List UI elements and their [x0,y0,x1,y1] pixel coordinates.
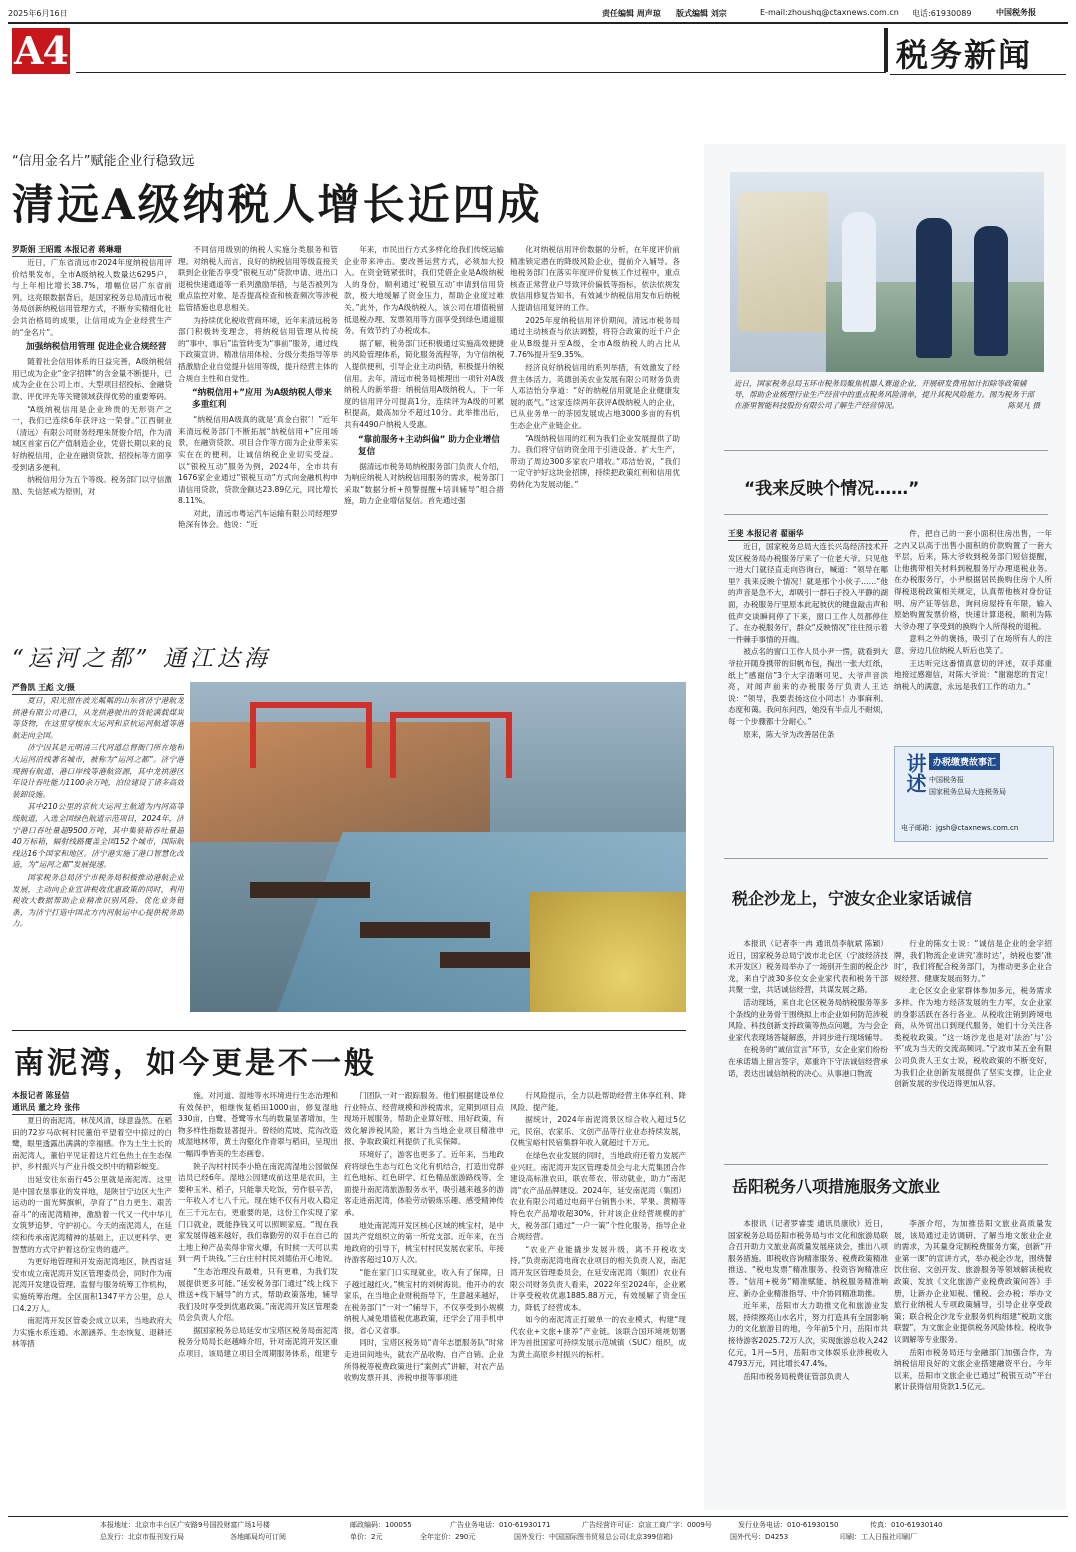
article6-top-rule [724,1164,1048,1165]
article4-paragraph: “农业产业能撬步发展升级，离不开税收支持。”负责南泥湾电商农业项目的相关负责人说，南泥湾开发区管理委员会，在延安南泥湾（集团）农业有限公司财务负责人看来，2022年至2024年，企业累计享受税收优惠1885.88万元，有效缓解了资金压力，降低了经营成本。 [510,1244,686,1312]
header-rule [8,22,1068,24]
article2-byline: 王斐 本报记者 翟丽华 [728,528,888,541]
article1-paragraph: 纳税信用分为五个等级。税务部门以守信激励、失信惩戒为原则，对 [12,475,172,496]
page-number: A4 [14,28,68,73]
article6-paragraph: 本报讯（记者罗睿雯 通讯员康欣）近日，国家税务总局岳阳市税务局与市文化和旅游局联合召开助力文旅业高质量发展座谈会，推出八项服务措施。即税收咨询精准服务、税费政策精准推送、“税电发票”精准服务、投资咨询精准应答、“信用+税务”精准赋能、纳税服务精准响应、新办企业精准指导、中介协同精准助推。 [728,1219,888,1298]
footer-ad-license: 广告经营许可证：京宣工商广字：0009号 [582,1521,712,1529]
footer-printer: 国外发行：中国国际图书贸易总公司(北京399信箱) [514,1533,673,1541]
story-box-email[interactable]: 电子邮箱：jgsh@ctaxnews.com.cn [901,824,1019,832]
article1-col1 [12,244,172,629]
article3-paragraph: 其中210公里的京杭大运河主航道为内河高等级航道，入选全国绿色航道示范项目，2024年，济宁港口吞吐量超9500万吨，其中集装箱吞吐量超40万标箱，辐射线路覆盖全国152个城市，国际航线达16个国家和地区。济宁港实施了港口智慧化改造，为“运河之都”发展提速。 [12,802,184,870]
article3-text [12,682,184,1022]
article2-col1 [728,528,888,846]
photo1-credit: 陈昊凡 摄 [1007,401,1040,410]
article2-paragraph: 被点名的窗口工作人员小尹一愣，就看到大爷拉开随身携带的旧帆布包，掏出一张大红纸，纸上“感谢信”3个大字清晰可见。大爷声音洪亮，对闻声前来的办税服务厅负责人王达说：“领导，我要表扬这位小同志！办事麻利、态度和蔼。我问东问西，她没有半点儿不耐烦，每一个步骤都十分耐心。” [728,647,888,726]
article1-byline: 罗斯娟 王昭霞 本报记者 蒋琳珊 [12,244,172,257]
article2-title-rule [724,514,1048,515]
article4-paragraph: 施。对河道、湿地等水环境进行生态治理和有效保护，相继恢复稻田1000亩，修复湿地330亩，白鹭、苍鹭等水鸟的数量显著增加，生物多样性指数显著提升。曾经的荒坡、荒沟改造成湿地林带，黄土沟壑化作青翠与稻田，呈现出一幅四季皆美的生态画卷。 [178,1091,338,1158]
article5-paragraph: 活动现场，来自北仑区税务局纳税服务等多个条线的业务骨干围绕拟上市企业如何防范涉税风险、科技创新支持政策等热点问题，为与会企业家代表现场答疑解惑，并同步进行现场辅导。 [728,997,888,1042]
factory-photo [730,172,1044,372]
article3-title: “运河之都” 通江达海 [12,646,271,672]
article2-col2 [894,528,1052,738]
article4-paragraph: 行风险提示，全力以赴帮助经营主体享红利、降风险、提产能。 [510,1091,686,1112]
footer [100,1520,1060,1548]
article4-byline2: 通讯员 董之玲 张伟 [12,1102,172,1115]
article1-paragraph: 年来，市民出行方式多样化给我们传统运输企业带来冲击。要改善运营方式，必须加大投入。在资金链紧张时，我们凭借企业是A级纳税人的身份，顺利通过‘税银互动’申请到信用贷款，极大地缓解了资金压力，帮助企业度过难关。”此外，作为A级纳税人，该公司在增值税留抵退税办理、发票领用等方面享受到绿色通道服务，有效节约了办税成本。 [344,245,504,336]
footer-address: 本报地址：北京市丰台区广安路9号国投财富广场1号楼 [100,1521,270,1529]
article3-byline: 严鲁凯 王彪 文/摄 [12,682,184,695]
footer-yearly: 全年定价：290元 [420,1533,476,1541]
section-title: 税务新闻 [896,36,1033,74]
section-title-bar [884,28,888,72]
article1-title: 清远A级纳税人增长近四成 [12,180,543,229]
article1-paragraph: 为持续优化税收营商环境，近年来清远税务部门积极转变理念，将纳税信用管理从传统的“事中、事后”监管转变为“事前”服务，通过线下政策宣讲、精准信用体检、分级分类指导等举措激励企业自觉提升信用等级，提升经营主体的合规自主性和自觉性。 [178,315,338,383]
article4-col1 [12,1090,172,1508]
article1-paragraph: “A级纳税信用的红利为我们企业发展提供了助力。我们将守信的资金用于引进设备、扩大生产，带动了周边300多家农户增收。”邓洁怡说，“我们一定守护好这块金招牌，持续把政策红利和信用优势转化为发展动能。” [510,433,680,489]
article1-subhead: “纳税信用+”应用 为A级纳税人带来多重红利 [192,388,332,411]
article2-paragraph: 王达听完这番情真意切的评述，双手郑重地接过感谢信，对陈大爷说：“谢谢您的肯定！纳税人的满意，永远是我们工作的动力。” [894,658,1052,691]
article4-paragraph: 门团队一对一跟踪服务。他们根据建设单位行业特点、经营规模和涉税需求，定期到项目点现场开展服务，帮助企业算好账、用好政策，有效化解涉税风险，累计为当地企业项目精准申报、争取政策红利提供了扎实保障。 [344,1091,504,1147]
article4-col4 [510,1090,686,1508]
crane-1 [250,702,372,768]
article4-paragraph: 南泥湾开发区管委会成立以来，当地政府大力实施水系连通、水源涵养、生态恢复、退耕还林等措 [12,1316,172,1349]
article2-paragraph: 件，把自己的一套小面积住房出售，一年之内又以高于出售小面积的价款购置了一套大平层，后来，陈大爷收到税务部门短信提醒，让他携带相关材料到税服务厅办理退税业务。在办税服务厅，小尹根据居民换购住房个人所得税退税政策相关规定，认真帮他核对身份证明、房产证等信息，询问房屋持有年限，输入原始购置发票价格，快速计算退税，顺利为陈大爷办理了享受到的换购个人所得税的退税。 [894,529,1052,631]
barge-1 [250,882,370,898]
story-box-org1: 中国税务报 [929,776,964,784]
article1-paragraph: 不同信用级别的纳税人实施分类服务和管理。对纳税人而言，良好的纳税信用等级直接关联到企业能否享受“银税互动”贷款申请、进出口退税快速通道等一系列激励举措，与是否被列为重点监控对象、是否提高检查和核查频次等涉税监管措施也息息相关。 [178,245,338,312]
robot-arm-shape [738,192,828,332]
article6-col2 [894,1218,1052,1508]
article6-paragraph: 岳阳市税务局还与金融部门加强合作，为纳税信用良好的文旅企业搭建融资平台。今年以来，岳阳市文旅企业已通过“税银互动”平台累计获得信用贷款1.5亿元。 [894,1347,1052,1392]
article1-kicker: “信用金名片”赋能企业行稳致远 [12,154,195,169]
article1-subhead: 加强纳税信用管理 促进企业合规经营 [26,342,167,353]
footer-rule [8,1516,1068,1517]
article5-paragraph: 本报讯（记者李一冉 通讯员李航斌 陈颖）近日，国家税务总局宁波市北仑区（宁波经济技术开发区）税务局举办了一场别开生面的税企沙龙，来自宁波30多位女企业家代表和税务干部共聚一堂，共话诚信经营，共谋发展之路。 [728,939,888,995]
article6-col1 [728,1218,888,1508]
article4-paragraph: 出延安往东南行45公里就是南泥湾。这里是中国农垦事业的发祥地，是陕甘宁边区大生产运动的一面光辉旗帜，孕育了“自力更生、艰苦奋斗”的南泥湾精神，激励着一代又一代中华儿女筑梦追梦、守护初心。今天的南泥湾人，在延续和传承南泥湾精神的基础上，正以更科学、更智慧的方式守护着这份宝贵的遗产。 [12,1174,172,1254]
barge-2 [360,922,490,938]
footer-postcode: 邮政编码：100055 [350,1521,412,1529]
footer-price: 单价：2元 [350,1533,383,1541]
header-editor: 责任编辑 周声琼 [602,9,661,18]
section-underline [890,74,1066,75]
article5-col1 [728,938,888,1154]
port-photo [190,682,686,1012]
story-box-subtitle: 办税缴费故事汇 [929,753,1000,770]
article4-paragraph: “能在家门口实现就业，收入有了保障，日子越过越红火。”桃宝村的刘树海说。他开办的农家乐，在当地企业财税指导下，生意越来越好，在税务部门“一对一”辅导下，不仅享受到小规模纳税人减免增值税优惠政策，还学会了用手机申报，省心又省事。 [344,1267,504,1335]
photo1-caption-text: 近日，国家税务总局玉环市税务局聚焦机器人赛道企业，开展研发费用加计扣除等政策辅导，帮助企业梳理行业生产经营中的重点税务风险清单，提升其税风险能力。图为税务干部在浙里智能科技股份有限公司了解生产经营情况。 [734,379,1034,410]
article2-paragraph: 意料之外的褒扬，吸引了在场所有人的注意，旁边几位纳税人听后也笑了。 [894,634,1052,655]
footer-dist-phone: 发行业务电话：010-61930150 [738,1521,839,1529]
article3-paragraph: 济宁因其是元明清三代河道总督衙门所在地和大运河沿线著名城市，被称为“运河之都”。济宁港现拥有航道、港口岸线等港航资源，其中龙拱港区年设计吞吐能力1100余万吨，泊位建设了诸多高效装卸设施。 [12,743,184,799]
article4-paragraph: 据统计，2024年南泥湾景区综合收入超过5亿元，民宿、农家乐、文创产品等行业业态持续发展，仅桃宝峪村民宿集群年收入就超过千万元。 [510,1115,686,1148]
story-box-title: 讲述 [903,753,927,793]
article4-top-rule [12,1030,686,1031]
article1-paragraph: 经济良好纳税信用的系列举措，有效激发了经营主体活力。英德创美农业发展有限公司财务负责人邓洁怡分享道：“好的纳税信用就是企业健康发展的底气。”这家连续两年获评A级纳税人的企业，已从业务单一的茶园发展成占地3000多亩的有机生态企业产业链企业。 [510,362,680,430]
footer-order: 各地邮局均可订阅 [230,1533,286,1541]
article2-paragraph: 近日，国家税务总局大连长兴岛经济技术开发区税务局办税服务厅来了一位老大爷。只见他一进大门就径直走向咨询台，喊道：“领导在哪里？我来反映个情况！就是那个小伙子……”他的声音是急不大，却吸引一群石子投入平静的湖面，办税服务厅里原本此起彼伏的键盘敲击声和低声交谈瞬间停了下来，窗口工作人员都停住了。在办税服务厅，群众“反映情况”往往预示着一件棘手事情的开端。 [728,542,888,644]
article1-paragraph: 对此，清远市粤运汽车运输有限公司经理罗艳深有体会。他说：“近 [178,508,338,530]
article5-col2 [894,938,1052,1154]
person-worker [842,212,876,332]
article6-paragraph: 李浙介绍，为加推岳阳文旅业高质量发展，该局通过走访调研、了解当地文旅业企业的需求，为其量身定制税费服务方案，创新“开业第一课”的宣讲方式，举办税企沙龙，围绕餐饮住宿、文创开发、旅游服务等领域解读税收政策、发放《文化旅游产业税费政策问答》手册，让新办企业知税、懂税、会办税；举办文旅行业纳税人专项政策辅导，引导企业享受政策；联合税企沙龙专业服务机构组建“税助文旅联盟”，为文旅企业提供税务风险体检、税收争议调解等专业服务。 [894,1219,1052,1344]
page-header [8,6,1068,20]
photo1-caption [734,378,1040,411]
footer-fax: 传真：010-61930140 [870,1521,943,1529]
article4-paragraph: 环境好了，游客也更多了。近年来，当地政府将绿色生态与红色文化有机结合，打造出党群红色地标、红色研学、红色精品旅游路线等，全面提升南泥湾旅游服务水平，吸引越来越多的游客走进南泥湾，体验劳动锻炼乐趣、感受精神传承。 [344,1149,504,1217]
crane-2 [390,712,512,778]
footer-issue: 总发行：北京市报刊发行局 [100,1533,184,1541]
header-paper: 中国税务报 [996,8,1036,17]
article1-subhead: “靠前服务+主动纠偏” 助力企业增信复信 [358,434,500,457]
article4-col3 [344,1090,504,1508]
article1-paragraph: “A级纳税信用是企业珍贵的无形资产之一，我们已连续6年获评这一荣誉。”江西铜业（清远）有限公司财务经理朱贤俊介绍，作为清城区首家百亿产值制造企业，凭借长期以来的良好纳税信用，企业在融资贷款、招投标等方面享受到诸多便利。 [12,404,172,472]
section-rule [76,72,886,73]
article5-title: 税企沙龙上，宁波女企业家话诚信 [732,889,973,908]
article1-paragraph: 2025年度纳税信用评价期间，清远市税务局通过主动核查与依法调整，将符合政策的近千户企业从B级提升至A级，全市A级纳税人的占比从7.76%提升至9.35%。 [510,315,680,360]
article1-col3 [344,244,504,629]
article1-paragraph: “纳税信用A级真的就是‘真金白银’！”近年来清远税务部门不断拓展“纳税信用+”应用场景，在融资贷款、项目合作等方面为企业带来实实在在的便利，让诚信纳税企业切实受益。以“银税互动”服务为例，2024年，全市共有1676家企业通过“银税互动”方式向金融机构申请信用贷款，贷款金额达23.89亿元，同比增长8.11%。 [178,415,338,506]
article4-paragraph: “生态治理没有最难，只有更难，为我们发展提供更多可能。”延安税务部门通过“线上线下推送+线下辅导”的方式，帮助政策落地，辅导我们及时享受到优惠政策。”南泥湾开发区管理委员会负责人介绍。 [178,1266,338,1323]
article4-paragraph: 同时，宝塔区税务局“青年志愿服务队”时常走进田间地头，就农产品收购、自产自销、企业所得税等税费政策进行“案例式”讲解，对农产品收购发票开具、涉税申报等事项进 [344,1338,504,1383]
article4-paragraph: 在绿色农业发展的同时，当地政府还着力发展产业兴旺。南泥湾开发区管理委员会与北大荒集团合作建设高标准农田，联农带农、带动就业，助力“南泥湾”农产品品牌建设。2024年，延安南泥湾（集团）农业有限公司通过电商平台销售小米、苹果、黄精等特色农产品增收超30%，针对该企业经营规模的扩大，税务部门通过“一户一策”个性化服务，指导企业合规经营。 [510,1150,686,1242]
story-box-org2: 国家税务总局大连税务局 [929,788,1006,796]
header-email: E-mail:zhoushq@ctaxnews.com.cn [760,8,899,17]
article4-col2 [178,1090,338,1508]
article4-paragraph: 如今的南泥湾正打破单一的农业模式，构建“现代农业+文旅+康养”产业链。该联合国环境规划署评为首批国家可持续发展示范城镇（SUC）组织，成为黄土高原乡村振兴的标杆。 [510,1315,686,1360]
article6-title: 岳阳税务八项措施服务文旅业 [732,1177,941,1196]
article5-paragraph: 在税务的“诚信宣言”环节，女企业家们纷纷在承诺墙上留言签字，郑重许下守法诚信经营承诺，表达出诚信纳税的决心。从事港口物流 [728,1045,888,1078]
article4-paragraph: 陕子沟村村民李小艳在南泥湾湿地公园做保洁员已经6年。湿地公园建成前这里是农田，主要种玉米、稻子，只能靠天吃饭，劳作很辛苦，一年收入才七八千元。现在她不仅有月收入稳定在三千元左右，更重要的是，这份工作实现了家门口就业，既能挣钱又可以照顾家庭。“现在我家发展得越来越好，我们靠勤劳的双手在自己的土地上种产品卖得非常火爆，有时候一天可以卖到一两千块钱。”三台庄村村民刘德佑开心地说。 [178,1161,338,1264]
article5-top-rule [724,858,1048,859]
header-designer: 版式编辑 刘宗 [676,9,727,18]
person-officer1 [916,218,952,358]
footer-ad-phone: 广告业务电话：010-61930171 [450,1521,551,1529]
article5-paragraph: 行业的陈女士说：“诚信是企业的金字招牌，我们物流企业讲究‘准时达’，纳税也要‘准时’，我们将配合税务部门，为推动更多企业合规经营、健康发展而努力。” [894,939,1052,983]
article1-col2 [178,244,338,629]
article1-col4 [510,244,680,629]
footer-intl: 国外代号：D4253 [730,1533,789,1541]
article3-paragraph: 国家税务总局济宁市税务局积极推动港航企业发展，主动向企业宣讲税收优惠政策的同时，利用税收大数据帮助企业精准识别风险、优化业务链条，为济宁打造中国北方内河航运中心提供税务助力。 [12,872,184,929]
article6-paragraph: 近年来，岳阳市大力助推文化和旅游业发展，持续擦亮山水名片，努力打造具有全国影响力的文化旅游目的地，今年前5个月，岳阳市共接待游客2025.72万人次，实现旅游总收入242亿元，1月—5月，岳阳市文体娱乐业涉税收入4793万元，同比增长47.4%。 [728,1301,888,1369]
article3-paragraph: 夏日，阳光照在波光粼粼的山东省济宁港航龙拱港有限公司港口，从龙拱港驶出的货轮满载煤炭等货物，在这里穿梭东大运河和京杭运河航道等港航走向全国。 [12,696,184,740]
article4-paragraph: 为更好地管理和开发南泥湾地区，陕西省延安市成立南泥湾开发区管理委员会，同时作为南泥湾开发建设管理、监督与服务统筹工作机构，实施统筹治理。全区面积1347平方公里，总人口4.2万人。 [12,1257,172,1313]
article4-paragraph: 夏日的南泥湾，林茂风清，绿意盎然。在稻田的72岁马砍柯村民董伯平望着空中掠过的白鹭，眼里透露出满满的幸福感。作为土生土长的南泥湾人，董伯平见证着这片红色热土在生态保护、乡村振兴与产业升级交织中的精彩蜕变。 [12,1116,172,1172]
story-box [894,746,1054,842]
article1-paragraph: 近日，广东省清远市2024年度纳税信用评价结果发布，全市A级纳税人数量达6295户，与上年相比增长38.7%，增幅位居广东省前列。这亮眼数据背后，是国家税务总局清远市税务局创新纳税信用管理方式，不断夯实精细化社会共治格局的成果，让信用成为企业经营生产的“金名片”。 [12,258,172,337]
yellow-trees [530,892,686,1012]
article5-paragraph: 北仑区女企业家群体参加多元，税务需求多样。作为地方经济发展的生力军，女企业家的身影活跃在各行各业。从税收注销到跨境电商，从外贸出口到现代服务，她们十分关注各类税收政策。“这一场沙龙也是对‘法治’与‘公平’成为当天的交流高频词。”宁波市某五金有限公司负责人王女士说，税收政策的不断变好，为我们企业创新发展提供了坚实支撑，让企业创新发展的步伐迈得更加从容。 [894,986,1052,1089]
article4-paragraph: 地处南泥湾开发区核心区域的桃宝村，是中国共产党组织立的第一所党支部。近年来，在当地政府的引导下，桃宝村村民发展农家乐，年接待游客超过10万人次。 [344,1220,504,1265]
article1-paragraph: 随着社会信用体系的日益完善，A级纳税信用已成为企业“金字招牌”的含金量不断提升，已成为企业在公司上市、大型项目招投标、金融贷款、评优评先等关键领域获得优势的重要筹码。 [12,357,172,401]
article2-paragraph: 原来，陈大爷为改善居住条 [743,729,835,739]
header-date: 2025年6月16日 [8,9,68,18]
person-officer2 [974,226,1008,356]
footer-print: 印刷：工人日报社印刷厂 [840,1533,917,1541]
article2-title: “我来反映个情况……” [744,479,920,499]
article1-paragraph: 据了解，税务部门还积极通过实施高效便捷的风险管理体系，简化服务流程等，为守信纳税人提供便利，引导企业主动纠错，积极提升纳税信用。去年，清远市税务局梳理出一项针对A级纳税人的新举措：纳税信用A级纳税人，下一年度的信用评分可提高1分，连续评为A级的可累积提高，最高加分不超过10分。此举推出后，共有4490户纳税人受惠。 [344,338,504,429]
article1-paragraph: 化对纳税信用评价数据的分析，在年度评价前精准锁定潜在的降级风险企业，提前介入辅导。各地税务部门在落实年度评价复核工作过程中，重点核查正常营业户导致评价偏低等指标，依法依规发放信用修复告知书，有效减少纳税信用发布后纳税人提请信用复评的工作。 [510,245,680,312]
article1-paragraph: 据清远市税务局纳税服务部门负责人介绍，为响应纳税人对纳税信用服务的需求，税务部门采取“数据分析+预警提醒+培训辅导”组合措施，助力企业增信复信。首先通过强 [344,461,504,506]
header-phone: 电话:61930089 [912,9,972,18]
article2-top-rule [724,450,1048,451]
article4-byline1: 本报记者 陈显信 [12,1091,70,1100]
article6-paragraph: 岳阳市税务局税费征管部负责人 [743,1371,850,1381]
article4-paragraph: 据国家税务总局延安市宝塔区税务局南泥湾税务分局局长赵越峰介绍，针对南泥湾开发区重点项目，该局建立项目全周期服务体系，组建专 [178,1325,338,1359]
article4-title: 南泥湾，如今更是不一般 [14,1046,377,1081]
